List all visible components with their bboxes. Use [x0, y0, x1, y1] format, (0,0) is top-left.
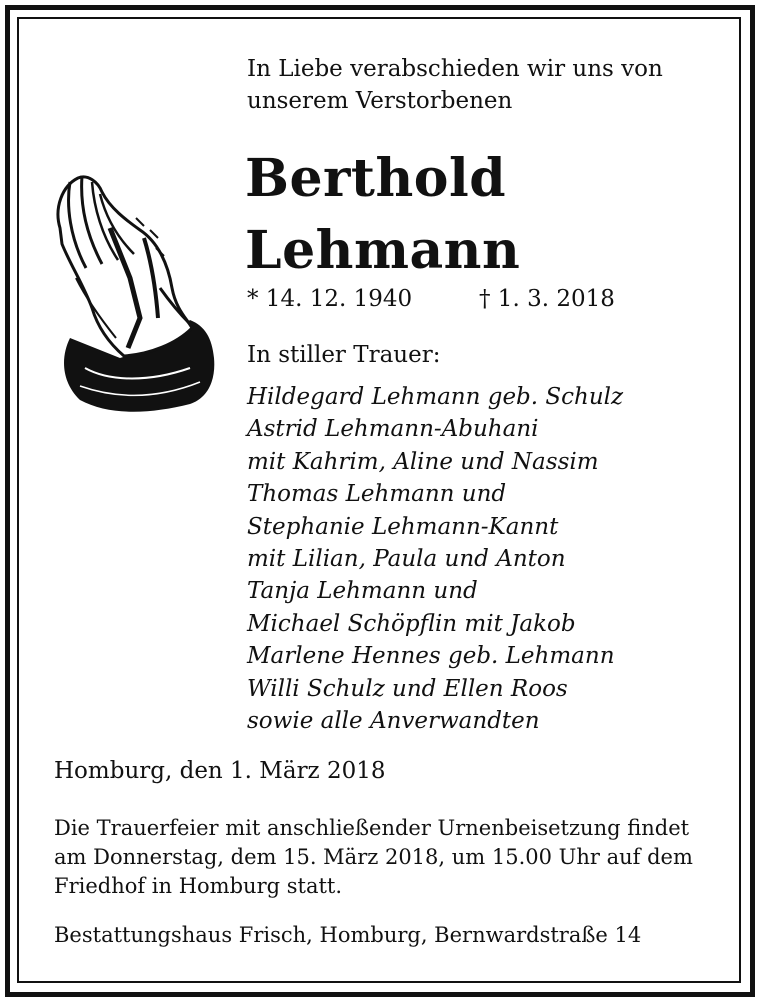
list-item: Marlene Hennes geb. Lehmann: [247, 643, 615, 670]
list-item: Astrid Lehmann-Abuhani: [247, 416, 539, 443]
notice-line: am Donnerstag, dem 15. März 2018, um 15.00 Uhr auf dem: [54, 845, 693, 869]
list-item: Hildegard Lehmann geb. Schulz: [247, 384, 624, 410]
praying-hands-icon: [40, 168, 220, 418]
death-date: † 1. 3. 2018: [479, 286, 615, 312]
list-item: sowie alle Anverwandten: [247, 708, 540, 735]
intro-text: [247, 53, 663, 117]
deceased-name: [245, 143, 520, 287]
list-item: Thomas Lehmann und: [247, 481, 507, 508]
list-item: Michael Schöpflin mit Jakob: [247, 610, 576, 637]
intro-line: unserem Verstorbenen: [247, 88, 513, 114]
ceremony-notice: [54, 814, 693, 901]
undertaker-info: Bestattungshaus Frisch, Homburg, Bernwardstraße 14: [54, 923, 642, 947]
notice-line: Die Trauerfeier mit anschließender Urnenbeisetzung findet: [54, 816, 690, 840]
list-item: mit Lilian, Paula und Anton: [247, 546, 566, 573]
mourning-heading: In stiller Trauer:: [247, 342, 441, 368]
intro-line: In Liebe verabschieden wir uns von: [247, 56, 663, 82]
list-item: Willi Schulz und Ellen Roos: [247, 675, 568, 702]
mourners-list: [247, 381, 623, 737]
first-name: Berthold: [245, 148, 507, 209]
last-name: Lehmann: [245, 220, 521, 281]
list-item: Stephanie Lehmann-Kannt: [247, 513, 559, 540]
list-item: mit Kahrim, Aline und Nassim: [247, 448, 599, 475]
place-date: Homburg, den 1. März 2018: [54, 758, 386, 784]
notice-line: Friedhof in Homburg statt.: [54, 874, 343, 898]
list-item: Tanja Lehmann und: [247, 578, 478, 605]
birth-date: * 14. 12. 1940: [247, 286, 413, 312]
